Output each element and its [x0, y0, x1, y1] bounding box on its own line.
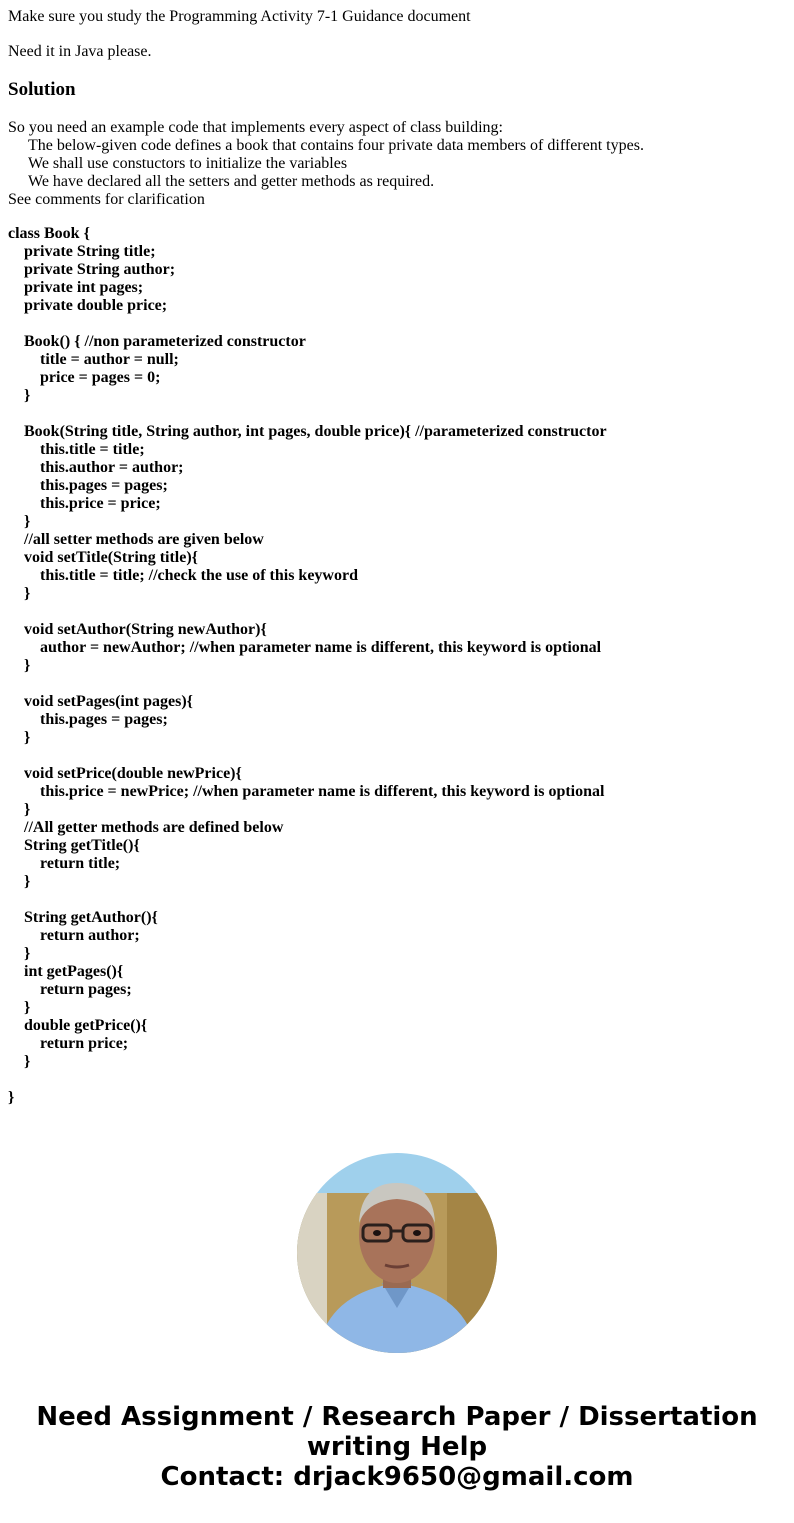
code-line: private String author;: [8, 261, 176, 278]
code-line: //all setter methods are given below: [8, 531, 264, 548]
code-line: String getTitle(){: [8, 837, 140, 854]
code-line: Book() { //non parameterized constructor: [8, 333, 306, 350]
author-photo: [297, 1153, 497, 1353]
code-line: int getPages(){: [8, 963, 124, 980]
code-line: }: [8, 585, 31, 602]
code-line: return author;: [8, 927, 140, 944]
code-line: private String title;: [8, 243, 156, 260]
code-line: [8, 747, 607, 765]
code-line: }: [8, 1053, 31, 1070]
footer-line-1: Need Assignment / Research Paper / Dissertation: [36, 1402, 758, 1432]
code-line: [8, 675, 607, 693]
code-line: return pages;: [8, 981, 132, 998]
code-line: private double price;: [8, 297, 168, 314]
code-line: private int pages;: [8, 279, 144, 296]
code-line: [8, 891, 607, 909]
code-line: [8, 315, 607, 333]
explanation-line: The below-given code defines a book that contains four private data members of different types.: [28, 137, 644, 154]
code-line: price = pages = 0;: [8, 369, 161, 386]
code-line: }: [8, 513, 31, 530]
code-line: [8, 603, 607, 621]
explanation-line: We shall use constuctors to initialize the variables: [28, 155, 348, 172]
code-line: title = author = null;: [8, 351, 179, 368]
code-line: }: [8, 999, 31, 1016]
code-line: //All getter methods are defined below: [8, 819, 284, 836]
code-line: }: [8, 387, 31, 404]
code-line: this.price = price;: [8, 495, 161, 512]
code-line: this.pages = pages;: [8, 711, 168, 728]
question-line-2: Need it in Java please.: [8, 43, 152, 60]
person-portrait-icon: [297, 1153, 497, 1353]
code-line: author = newAuthor; //when parameter name is different, this keyword is optional: [8, 639, 602, 656]
question-line-1: Make sure you study the Programming Activity 7-1 Guidance document: [8, 8, 471, 25]
code-line: return price;: [8, 1035, 129, 1052]
footer-contact: [0, 1402, 794, 1492]
code-line: this.title = title;: [8, 441, 145, 458]
code-line: void setTitle(String title){: [8, 549, 198, 566]
solution-heading: Solution: [8, 79, 76, 100]
code-line: double getPrice(){: [8, 1017, 148, 1034]
code-line: }: [8, 729, 31, 746]
code-line: class Book {: [8, 225, 90, 242]
explanation-line: See comments for clarification: [8, 191, 205, 208]
code-line: this.pages = pages;: [8, 477, 168, 494]
explanation-line: We have declared all the setters and getter methods as required.: [28, 173, 435, 190]
code-line: }: [8, 657, 31, 674]
code-line: String getAuthor(){: [8, 909, 158, 926]
code-line: }: [8, 801, 31, 818]
solution-explanation: [8, 119, 644, 209]
code-line: }: [8, 945, 31, 962]
code-line: void setPages(int pages){: [8, 693, 193, 710]
code-line: [8, 1071, 607, 1089]
explanation-line: So you need an example code that implements every aspect of class building:: [8, 119, 503, 136]
code-line: this.price = newPrice; //when parameter name is different, this keyword is optional: [8, 783, 605, 800]
footer-contact-email: Contact: drjack9650@gmail.com: [160, 1462, 634, 1492]
code-line: this.author = author;: [8, 459, 184, 476]
code-line: [8, 405, 607, 423]
code-line: void setPrice(double newPrice){: [8, 765, 242, 782]
code-line: this.title = title; //check the use of this keyword: [8, 567, 358, 584]
code-line: }: [8, 1089, 15, 1106]
code-block: [8, 225, 607, 1107]
code-line: }: [8, 873, 31, 890]
code-line: return title;: [8, 855, 121, 872]
code-line: Book(String title, String author, int pages, double price){ //parameterized constructor: [8, 423, 607, 440]
footer-line-2: writing Help: [306, 1432, 488, 1462]
code-line: void setAuthor(String newAuthor){: [8, 621, 267, 638]
